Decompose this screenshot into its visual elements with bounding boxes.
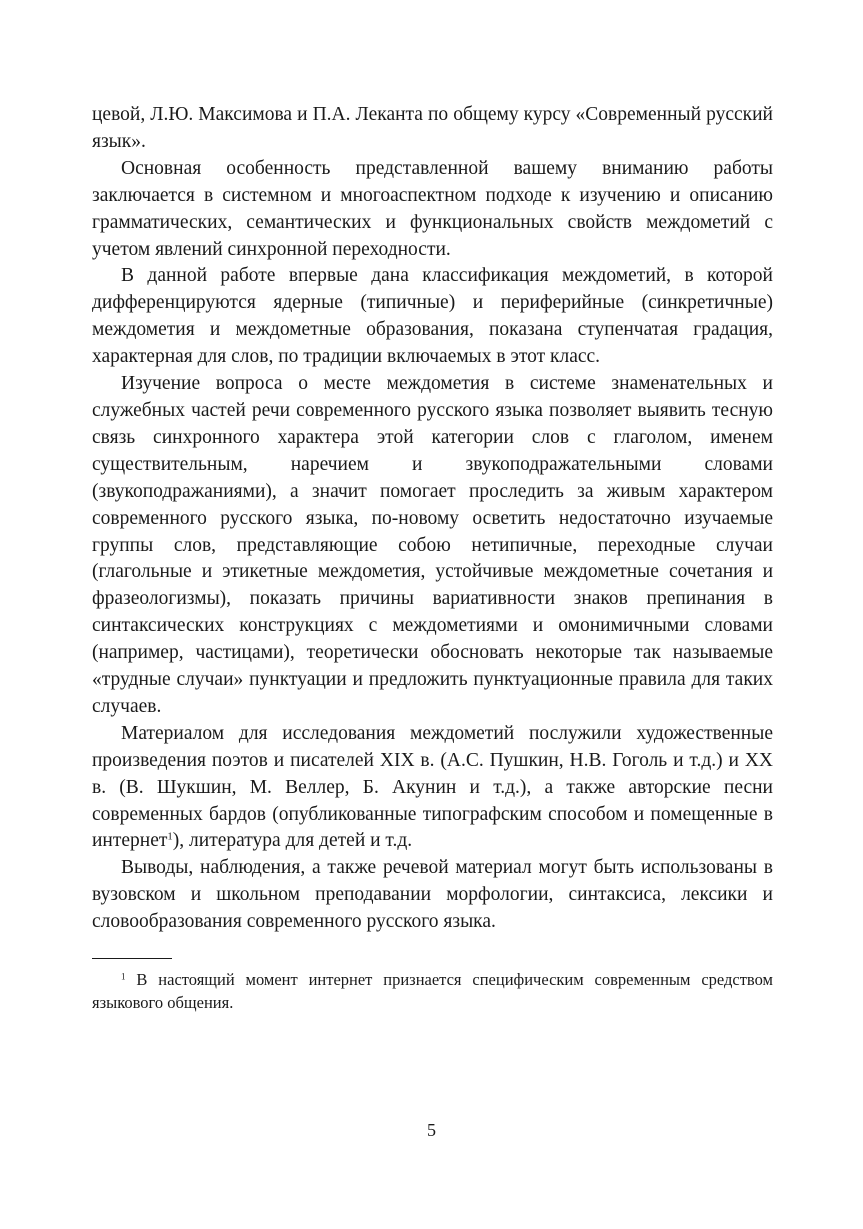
research-material-text-end: ), литература для детей и т.д. [172, 830, 413, 852]
paragraph-conclusions: Выводы, наблюдения, а также речевой материал могут быть использованы в вузовском и школьном преподавании морфологии, синтаксиса, лексики и словообразования современного русского языка. [92, 857, 773, 933]
page-number: 5 [427, 1120, 436, 1140]
footnote [92, 969, 773, 1014]
paragraph-continuation: цевой, Л.Ю. Максимова и П.А. Леканта по общему курсу «Современный русский язык». [92, 104, 773, 152]
footnote-divider [92, 958, 172, 959]
footnote-marker: 1 [121, 971, 126, 982]
paragraph-study-question: Изучение вопроса о месте междометия в системе знаменательных и служебных частей речи современного русского языка позволяет выявить тесную связь синхронного характера этой категории слов с глаголом, именем существительным, наречием и звукоподражательными словами (звукоподражаниями), а значит помогает проследить за живым характером современного русского языка, по-новому осветить недостаточно изучаемые группы слов, представляющие собою нетипичные, переходные случаи (глагольные и этикетные междометия, устойчивые междометные сочетания и фразеологизмы), показать причины вариативности знаков препинания в синтаксических конструкциях с междометиями и омонимичными словами (например, частицами), теоретически обосновать некоторые так называемые «трудные случаи» пунктуации и предложить пунктуационные правила для таких случаев. [92, 373, 773, 717]
paragraph-main-feature: Основная особенность представленной вашему вниманию работы заключается в системном и многоаспектном подходе к изучению и описанию грамматических, семантических и функциональных свойств междометий с учетом явлений синхронной переходности. [92, 157, 773, 260]
page-content [92, 102, 773, 1014]
footnote-text: В настоящий момент интернет признается специфическим современным средством языкового общения. [92, 970, 773, 1012]
paragraph-research-material [92, 721, 773, 856]
research-material-text: Материалом для исследования междометий послужили художественные произведения поэтов и писателей XIX в. (А.С. Пушкин, Н.В. Гоголь и т.д.) и XX в. (В. Шукшин, М. Веллер, Б. Акунин и т.д.), а также авторские песни современных бардов (опубликованные типографским способом и помещенные в интернет [92, 722, 773, 852]
footnote-reference: 1 [167, 831, 173, 844]
main-text [92, 102, 773, 936]
paragraph-classification: В данной работе впервые дана классификация междометий, в которой дифференцируются ядерные (типичные) и периферийные (синкретичные) междометия и междометные образования, показана ступенчатая градация, характерная для слов, по традиции включаемых в этот класс. [92, 265, 773, 368]
